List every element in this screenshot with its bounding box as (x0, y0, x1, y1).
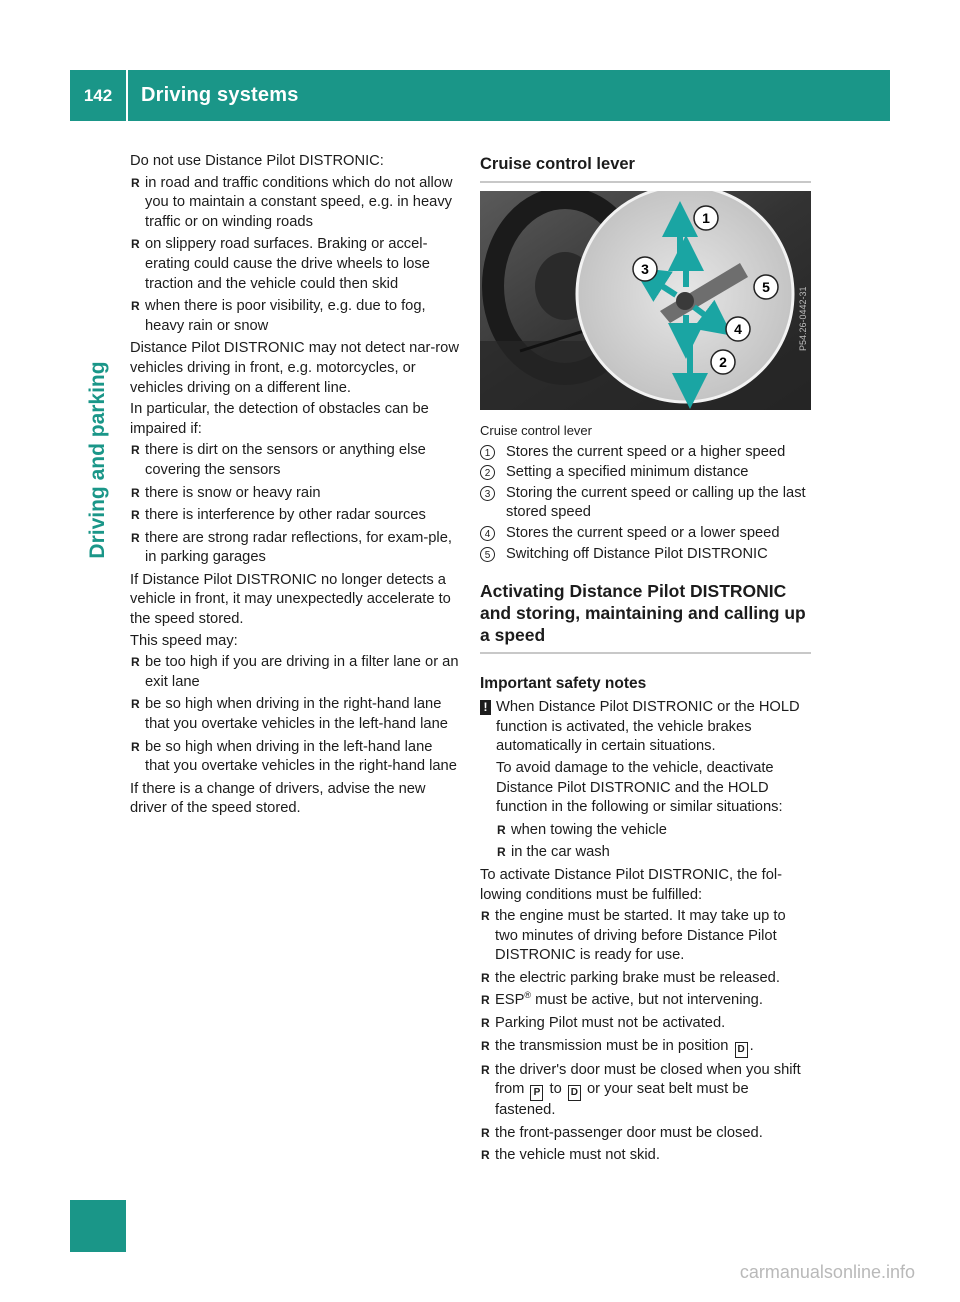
header-divider (126, 70, 128, 121)
list-item: R be so high when driving in the right-hand lane that you overtake vehicles in the left-hand lane (131, 696, 448, 733)
svg-text:3: 3 (641, 261, 649, 277)
intro-text: Do not use Distance Pilot DISTRONIC: (130, 153, 384, 169)
bullet-icon: R (131, 739, 140, 754)
svg-text:5: 5 (762, 279, 770, 295)
legend-item: 2 Setting a specified minimum distance (480, 463, 811, 483)
number-circle: 5 (480, 547, 495, 562)
list-item: R there is snow or heavy rain (130, 484, 460, 504)
list-item: R in road and traffic conditions which do not allow you to maintain a constant speed, e.g. in heavy traffic or on winding roads (131, 174, 453, 230)
warning-text-2: To avoid damage to the vehicle, deactivate Distance Pilot DISTRONIC and the HOLD function in the following or similar situations: (496, 759, 783, 816)
bullet-icon: R (497, 822, 506, 837)
bullet-icon: R (481, 1016, 490, 1031)
chapter-tab (70, 1200, 126, 1252)
list-item: R there are strong radar reflections, for exam-ple, in parking garages (131, 529, 452, 566)
bullet-icon: R (131, 443, 140, 458)
bullet-icon: R (497, 845, 506, 860)
cruise-heading-block (480, 152, 811, 183)
intro-list (130, 174, 460, 337)
list-item: R ESP® must be active, but not intervening. (480, 991, 811, 1011)
number-circle: 1 (480, 445, 495, 460)
bullet-icon: R (481, 1062, 490, 1077)
callout-3 (633, 257, 657, 281)
bullet-icon: R (481, 1038, 490, 1053)
callout-2 (711, 350, 735, 374)
callout-5 (754, 275, 778, 299)
legend-item: 4 Stores the current speed or a lower speed (480, 524, 811, 544)
warning-icon: ! (480, 700, 491, 715)
list-item: R there is dirt on the sensors or anything else covering the sensors (131, 442, 426, 478)
list-item: R there is interference by other radar sources (130, 506, 460, 526)
cruise-heading: Cruise control lever (480, 155, 635, 173)
number-circle: 2 (480, 465, 495, 480)
bullet-icon: R (131, 530, 140, 545)
speed-list (130, 653, 460, 777)
no-longer-text: If Distance Pilot DISTRONIC no longer detects a vehicle in front, it may unexpectedly accelerate to the speed stored. (130, 571, 451, 628)
legend-item: 1 Stores the current speed or a higher speed (480, 443, 811, 463)
gear-d-icon: D (568, 1085, 581, 1101)
watermark: carmanualsonline.info (739, 1262, 915, 1282)
bullet-icon: R (481, 970, 490, 985)
callout-1 (694, 206, 718, 230)
side-chapter-label: Driving and parking (86, 361, 109, 559)
list-item: R when there is poor visibility, e.g. due to fog, heavy rain or snow (131, 298, 426, 334)
warning-block (480, 698, 811, 863)
bullet-icon: R (481, 993, 490, 1008)
list-item: R in the car wash (496, 843, 811, 863)
svg-text:2: 2 (719, 354, 727, 370)
bullet-icon: R (481, 1148, 490, 1163)
bullet-icon: R (131, 697, 140, 712)
cruise-lever-illustration (480, 191, 811, 410)
bullet-icon: R (481, 909, 490, 924)
speed-may-text: This speed may: (130, 632, 238, 649)
list-item: R when towing the vehicle (496, 821, 811, 841)
impaired-list (130, 441, 460, 568)
lever-tip (676, 292, 694, 310)
bullet-icon: R (131, 508, 140, 523)
list-item: R be too high if you are driving in a filter lane or an exit lane (131, 654, 459, 690)
legend-item: 3 Storing the current speed or calling up the last stored speed (480, 484, 811, 523)
list-item: R the driver's door must be closed when you shift from P to D or your seat belt must be fastened. (481, 1061, 801, 1119)
conditions-text: To activate Distance Pilot DISTRONIC, the fol-lowing conditions must be fulfilled: (480, 866, 783, 903)
list-item: R the engine must be started. It may take up to two minutes of driving before Distance Pilot DISTRONIC is ready for use. (481, 908, 786, 964)
number-circle: 3 (480, 486, 495, 501)
bullet-icon: R (131, 237, 140, 252)
legend-item: 5 Switching off Distance Pilot DISTRONIC (480, 545, 811, 565)
list-item: R the transmission must be in position D . (480, 1037, 811, 1058)
page-number: 142 (83, 85, 113, 105)
safety-heading: Important safety notes (480, 675, 647, 693)
list-item: R the electric parking brake must be released. (480, 969, 811, 989)
bullet-icon: R (481, 1125, 490, 1140)
gear-d-icon: D (735, 1042, 748, 1058)
list-item: R be so high when driving in the left-hand lane that you overtake vehicles in the right-hand lane (131, 738, 457, 775)
svg-text:4: 4 (734, 321, 742, 337)
detect-text: Distance Pilot DISTRONIC may not detect nar-row vehicles driving in front, e.g. motorcycles, or vehicles driving on a different line. (130, 340, 459, 396)
list-item: R the front-passenger door must be closed. (480, 1124, 811, 1144)
bullet-icon: R (131, 175, 140, 190)
list-item: R Parking Pilot must not be activated. (480, 1014, 811, 1034)
list-item: R on slippery road surfaces. Braking or accel-erating could cause the drive wheels to lose traction and the vehicle could then skid (131, 236, 430, 292)
conditions-list (480, 907, 811, 1166)
bullet-icon: R (131, 299, 140, 314)
gear-p-icon: P (530, 1085, 543, 1101)
warning-text-1: When Distance Pilot DISTRONIC or the HOLD function is activated, the vehicle brakes automatically in certain situations. (496, 699, 800, 755)
bullet-icon: R (131, 655, 140, 670)
number-circle: 4 (480, 526, 495, 541)
figure-code: P54.26-0442-31 (798, 286, 808, 351)
figure-legend (480, 443, 811, 565)
callout-4 (726, 317, 750, 341)
right-column (480, 152, 811, 1169)
section-title: Driving systems (141, 84, 299, 106)
cruise-lever-figure (480, 191, 811, 410)
svg-text:1: 1 (702, 210, 710, 226)
bullet-icon: R (131, 485, 140, 500)
list-item: R the vehicle must not skid. (480, 1146, 811, 1166)
figure-caption: Cruise control lever (480, 423, 592, 438)
warning-list (496, 821, 811, 863)
left-column (130, 152, 460, 821)
particular-text: In particular, the detection of obstacles can be impaired if: (130, 401, 429, 437)
activate-heading: Activating Distance Pilot DISTRONIC and storing, maintaining and calling up a speed (480, 580, 811, 654)
drivers-text: If there is a change of drivers, advise the new driver of the speed stored. (130, 780, 426, 817)
